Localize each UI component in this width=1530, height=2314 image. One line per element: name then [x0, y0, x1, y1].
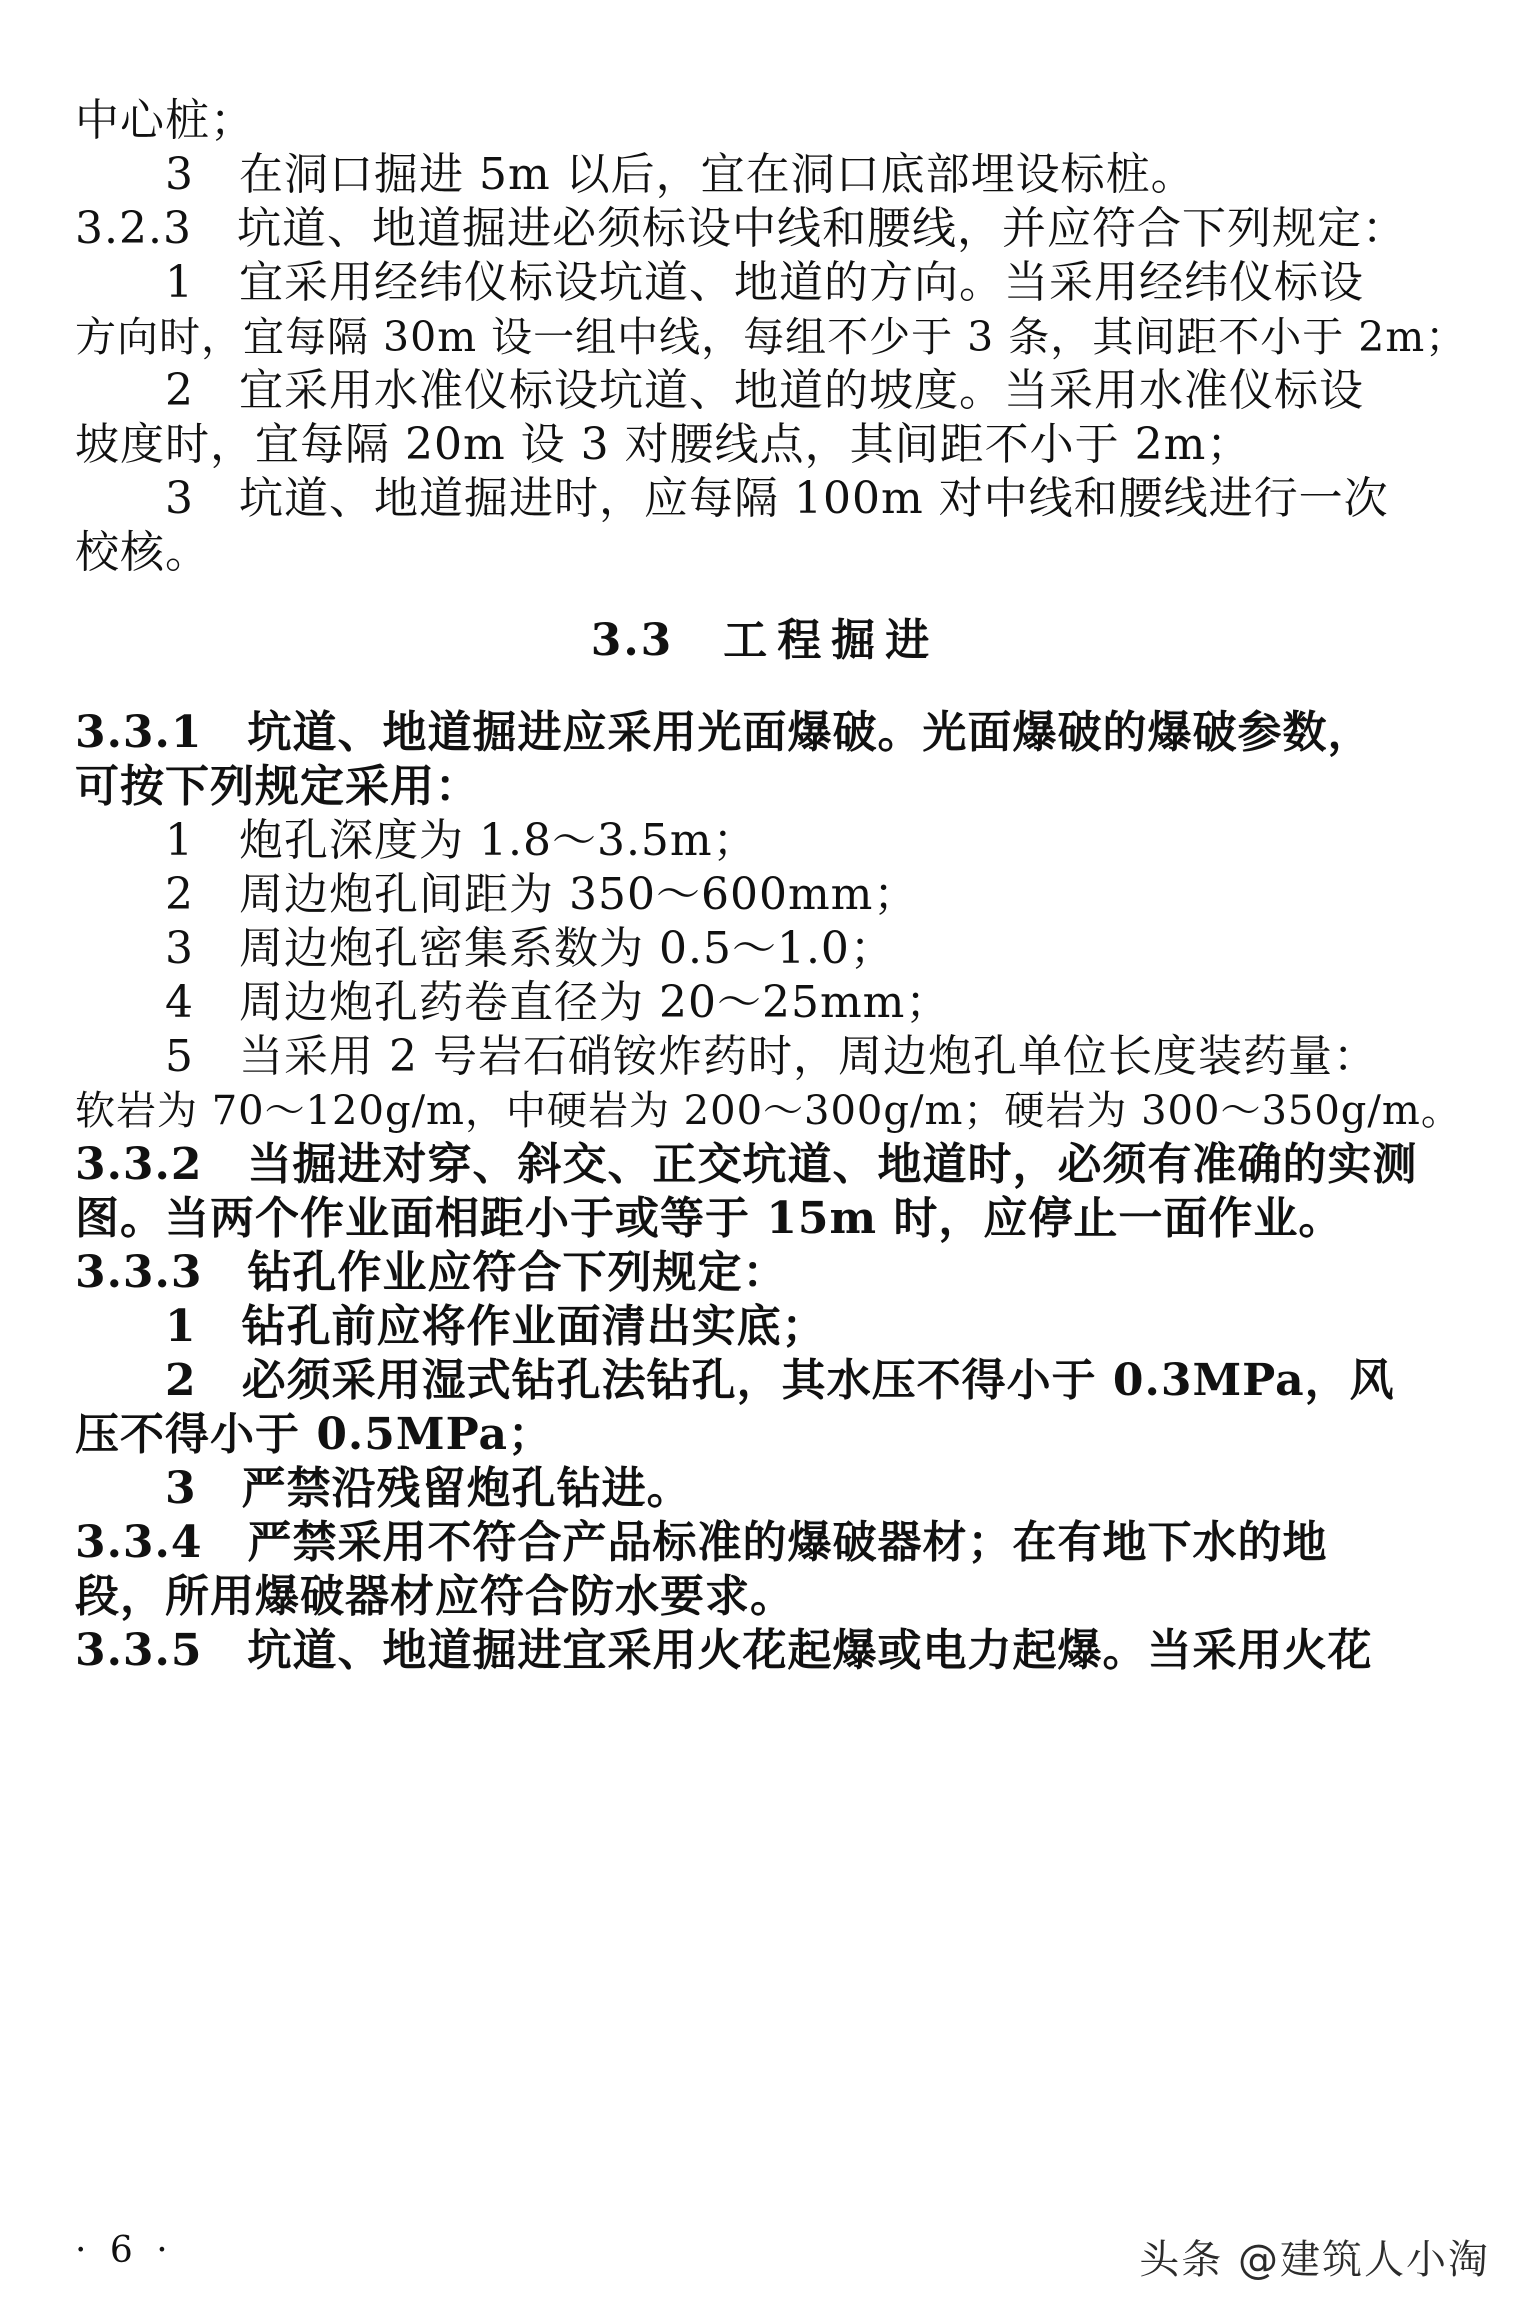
clause-3-2-3: 3.2.3 坑道、地道掘进必须标设中线和腰线，并应符合下列规定：	[75, 203, 1407, 254]
clause-3-3-2: 3.3.2 当掘进对穿、斜交、正交坑道、地道时，必须有准确的实测	[75, 1139, 1418, 1190]
list-item: 2 周边炮孔间距为 350～600mm；	[165, 869, 919, 920]
section-heading	[0, 612, 1530, 670]
text-line: 坡度时，宜每隔 20m 设 3 对腰线点，其间距不小于 2m；	[75, 419, 1252, 470]
clause-3-3-3: 3.3.3 钻孔作业应符合下列规定：	[75, 1247, 788, 1298]
text-line: 3 在洞口掘进 5m 以后，宜在洞口底部埋设标桩。	[165, 149, 1196, 200]
clause-3-3-5: 3.3.5 坑道、地道掘进宜采用火花起爆或电力起爆。当采用火花	[75, 1625, 1373, 1676]
list-item: 4 周边炮孔药卷直径为 20～25mm；	[165, 977, 951, 1028]
text-line: 可按下列规定采用：	[75, 761, 480, 812]
list-item: 1 钻孔前应将作业面清出实底；	[165, 1301, 827, 1352]
list-item: 5 当采用 2 号岩石硝铵炸药时，周边炮孔单位长度装药量：	[165, 1031, 1378, 1082]
text-line: 方向时，宜每隔 30m 设一组中线，每组不少于 3 条，其间距不小于 2m；	[75, 313, 1468, 361]
text-line: 1 宜采用经纬仪标设坑道、地道的方向。当采用经纬仪标设	[165, 257, 1364, 308]
clause-3-3-1: 3.3.1 坑道、地道掘进应采用光面爆破。光面爆破的爆破参数，	[75, 707, 1373, 758]
text-line: 软岩为 70～120g/m，中硬岩为 200～300g/m；硬岩为 300～350g/m。	[75, 1088, 1462, 1134]
text-line: 校核。	[75, 527, 210, 578]
section-title: 工程掘进	[723, 615, 940, 666]
text-line: 段，所用爆破器材应符合防水要求。	[75, 1571, 795, 1622]
watermark: 头条 @建筑人小淘	[1139, 2237, 1490, 2283]
text-line: 图。当两个作业面相距小于或等于 15m 时，应停止一面作业。	[75, 1193, 1344, 1244]
text-line: 3 坑道、地道掘进时，应每隔 100m 对中线和腰线进行一次	[165, 473, 1389, 524]
list-item: 3 周边炮孔密集系数为 0.5～1.0；	[165, 923, 895, 974]
page-number: · 6 ·	[75, 2230, 174, 2271]
text-line: 2 宜采用水准仪标设坑道、地道的坡度。当采用水准仪标设	[165, 365, 1364, 416]
section-number: 3.3	[590, 615, 674, 666]
list-item: 2 必须采用湿式钻孔法钻孔，其水压不得小于 0.3MPa，风	[165, 1355, 1395, 1406]
clause-3-3-4: 3.3.4 严禁采用不符合产品标准的爆破器材；在有地下水的地	[75, 1517, 1328, 1568]
list-item: 1 炮孔深度为 1.8～3.5m；	[165, 815, 758, 866]
text-line: 中心桩；	[75, 95, 255, 146]
list-item: 3 严禁沿残留炮孔钻进。	[165, 1463, 692, 1514]
text-line: 压不得小于 0.5MPa；	[75, 1409, 553, 1460]
